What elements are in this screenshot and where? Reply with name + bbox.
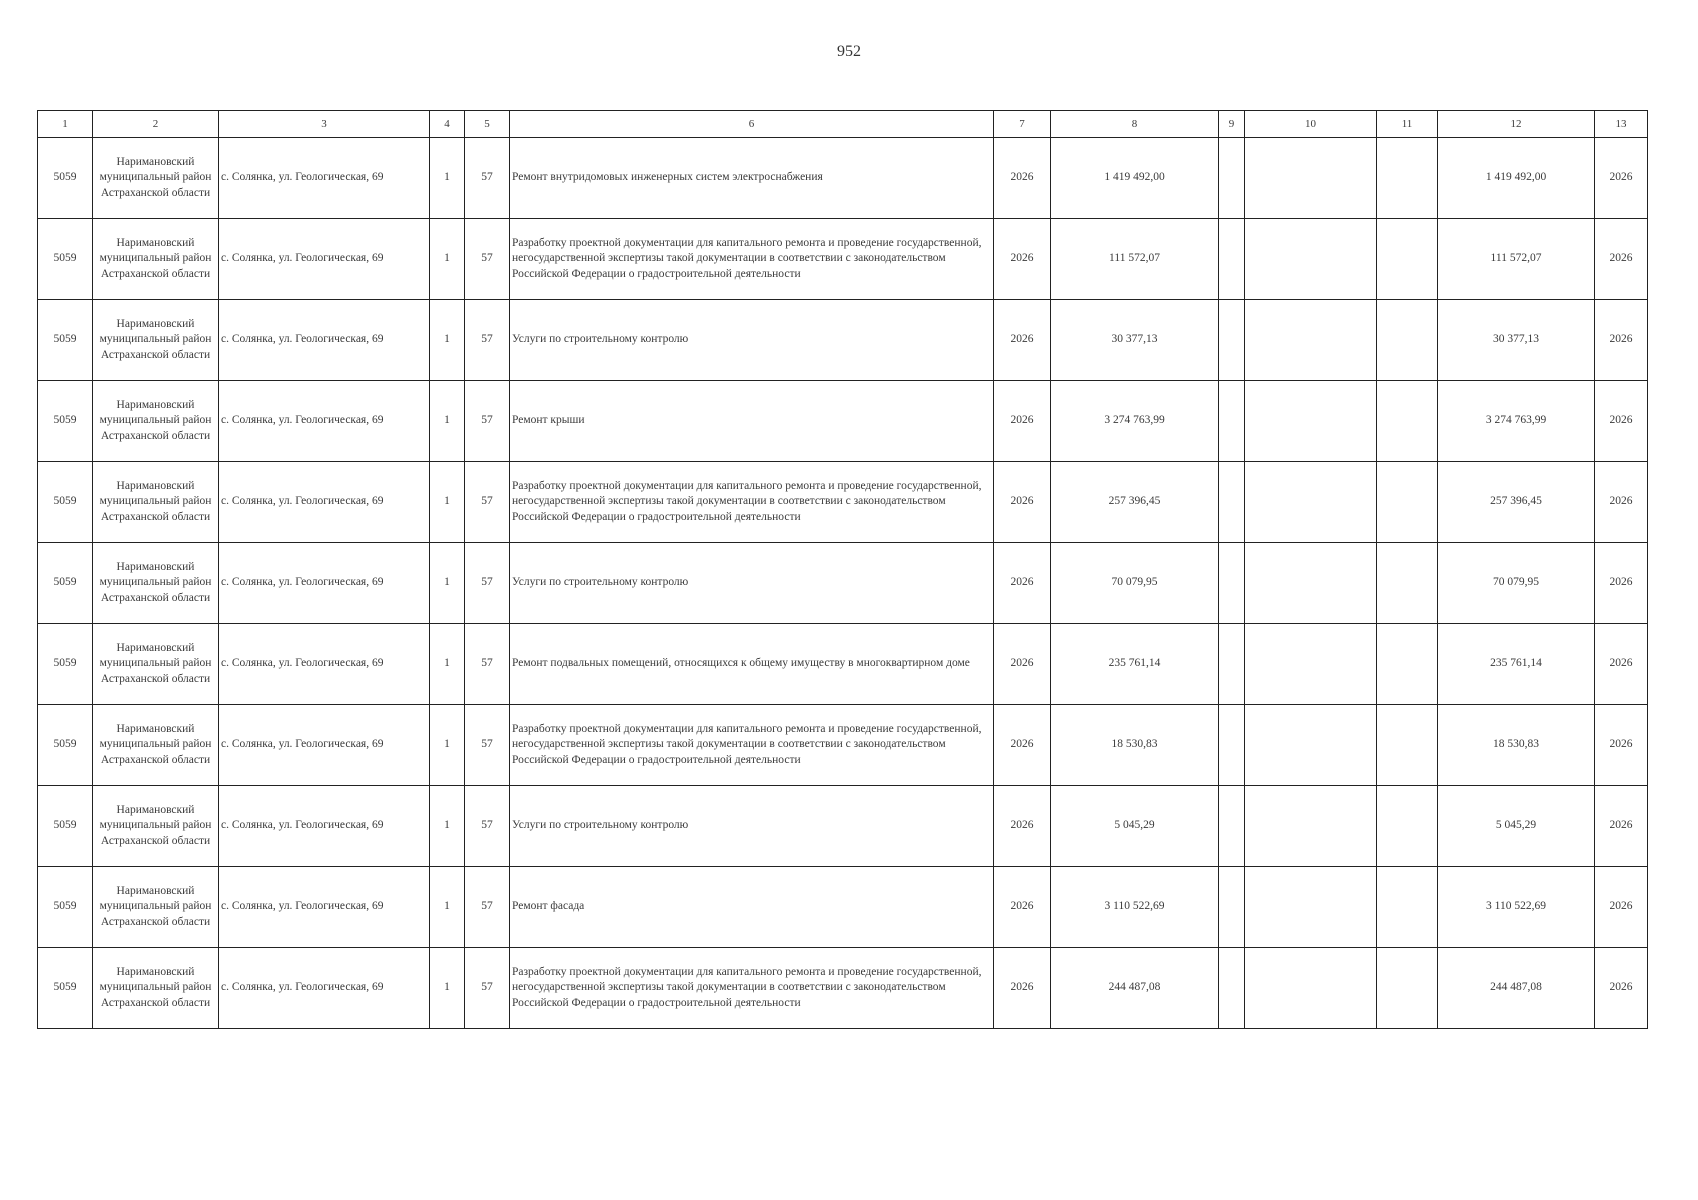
record-number-cell: 5059 bbox=[38, 219, 93, 300]
col9-cell bbox=[1219, 948, 1245, 1029]
address-cell: с. Солянка, ул. Геологическая, 69 bbox=[219, 300, 430, 381]
address-cell: с. Солянка, ул. Геологическая, 69 bbox=[219, 138, 430, 219]
municipality-cell: Наримановский муниципальный район Астраханской области bbox=[93, 624, 219, 705]
record-number-cell: 5059 bbox=[38, 624, 93, 705]
col10-cell bbox=[1245, 381, 1377, 462]
cost-total-cell: 235 761,14 bbox=[1051, 624, 1219, 705]
cost-total-cell: 5 045,29 bbox=[1051, 786, 1219, 867]
col11-cell bbox=[1377, 138, 1438, 219]
col9-cell bbox=[1219, 462, 1245, 543]
column-header-7: 7 bbox=[994, 111, 1051, 138]
address-cell: с. Солянка, ул. Геологическая, 69 bbox=[219, 462, 430, 543]
col11-cell bbox=[1377, 219, 1438, 300]
year-cell: 2026 bbox=[994, 219, 1051, 300]
address-cell: с. Солянка, ул. Геологическая, 69 bbox=[219, 705, 430, 786]
completion-year-cell: 2026 bbox=[1595, 543, 1648, 624]
col10-cell bbox=[1245, 300, 1377, 381]
municipality-cell: Наримановский муниципальный район Астраханской области bbox=[93, 219, 219, 300]
col10-cell bbox=[1245, 624, 1377, 705]
completion-year-cell: 2026 bbox=[1595, 867, 1648, 948]
cost-fund-cell: 111 572,07 bbox=[1438, 219, 1595, 300]
work-type-cell: Разработку проектной документации для капитального ремонта и проведение государственной, негосударственной экспертизы такой документации в соответствии с законодательством Российской Федерации о градостроительной деятельности bbox=[510, 219, 994, 300]
cost-fund-cell: 257 396,45 bbox=[1438, 462, 1595, 543]
table-row bbox=[38, 381, 1648, 462]
address-cell: с. Солянка, ул. Геологическая, 69 bbox=[219, 543, 430, 624]
table-row bbox=[38, 948, 1648, 1029]
cost-total-cell: 244 487,08 bbox=[1051, 948, 1219, 1029]
col11-cell bbox=[1377, 462, 1438, 543]
table-row bbox=[38, 705, 1648, 786]
table-row bbox=[38, 543, 1648, 624]
column-header-11: 11 bbox=[1377, 111, 1438, 138]
record-number-cell: 5059 bbox=[38, 948, 93, 1029]
work-type-cell: Ремонт внутридомовых инженерных систем электроснабжения bbox=[510, 138, 994, 219]
address-cell: с. Солянка, ул. Геологическая, 69 bbox=[219, 786, 430, 867]
work-type-cell: Разработку проектной документации для капитального ремонта и проведение государственной, негосударственной экспертизы такой документации в соответствии с законодательством Российской Федерации о градостроительной деятельности bbox=[510, 948, 994, 1029]
column-header-4: 4 bbox=[430, 111, 465, 138]
col11-cell bbox=[1377, 543, 1438, 624]
year-cell: 2026 bbox=[994, 300, 1051, 381]
column-header-1: 1 bbox=[38, 111, 93, 138]
col4-cell: 1 bbox=[430, 705, 465, 786]
municipality-cell: Наримановский муниципальный район Астраханской области bbox=[93, 705, 219, 786]
column-number-row bbox=[38, 111, 1648, 138]
col4-cell: 1 bbox=[430, 624, 465, 705]
year-cell: 2026 bbox=[994, 543, 1051, 624]
col10-cell bbox=[1245, 705, 1377, 786]
col5-cell: 57 bbox=[465, 138, 510, 219]
col9-cell bbox=[1219, 138, 1245, 219]
year-cell: 2026 bbox=[994, 462, 1051, 543]
col4-cell: 1 bbox=[430, 786, 465, 867]
completion-year-cell: 2026 bbox=[1595, 786, 1648, 867]
cost-total-cell: 1 419 492,00 bbox=[1051, 138, 1219, 219]
cost-total-cell: 3 274 763,99 bbox=[1051, 381, 1219, 462]
address-cell: с. Солянка, ул. Геологическая, 69 bbox=[219, 381, 430, 462]
cost-fund-cell: 235 761,14 bbox=[1438, 624, 1595, 705]
record-number-cell: 5059 bbox=[38, 381, 93, 462]
completion-year-cell: 2026 bbox=[1595, 138, 1648, 219]
cost-fund-cell: 3 110 522,69 bbox=[1438, 867, 1595, 948]
col5-cell: 57 bbox=[465, 381, 510, 462]
column-header-3: 3 bbox=[219, 111, 430, 138]
column-header-2: 2 bbox=[93, 111, 219, 138]
address-cell: с. Солянка, ул. Геологическая, 69 bbox=[219, 867, 430, 948]
col11-cell bbox=[1377, 624, 1438, 705]
address-cell: с. Солянка, ул. Геологическая, 69 bbox=[219, 948, 430, 1029]
work-type-cell: Разработку проектной документации для капитального ремонта и проведение государственной, негосударственной экспертизы такой документации в соответствии с законодательством Российской Федерации о градостроительной деятельности bbox=[510, 462, 994, 543]
completion-year-cell: 2026 bbox=[1595, 300, 1648, 381]
column-header-10: 10 bbox=[1245, 111, 1377, 138]
col4-cell: 1 bbox=[430, 300, 465, 381]
col5-cell: 57 bbox=[465, 462, 510, 543]
completion-year-cell: 2026 bbox=[1595, 381, 1648, 462]
cost-total-cell: 70 079,95 bbox=[1051, 543, 1219, 624]
col5-cell: 57 bbox=[465, 705, 510, 786]
municipality-cell: Наримановский муниципальный район Астраханской области bbox=[93, 138, 219, 219]
col10-cell bbox=[1245, 462, 1377, 543]
col10-cell bbox=[1245, 219, 1377, 300]
capital-repair-table bbox=[37, 110, 1648, 1029]
work-type-cell: Услуги по строительному контролю bbox=[510, 300, 994, 381]
municipality-cell: Наримановский муниципальный район Астраханской области bbox=[93, 786, 219, 867]
year-cell: 2026 bbox=[994, 867, 1051, 948]
cost-fund-cell: 3 274 763,99 bbox=[1438, 381, 1595, 462]
col9-cell bbox=[1219, 786, 1245, 867]
municipality-cell: Наримановский муниципальный район Астраханской области bbox=[93, 300, 219, 381]
col4-cell: 1 bbox=[430, 948, 465, 1029]
table-row bbox=[38, 219, 1648, 300]
address-cell: с. Солянка, ул. Геологическая, 69 bbox=[219, 624, 430, 705]
col4-cell: 1 bbox=[430, 138, 465, 219]
cost-total-cell: 111 572,07 bbox=[1051, 219, 1219, 300]
work-type-cell: Ремонт подвальных помещений, относящихся к общему имуществу в многоквартирном доме bbox=[510, 624, 994, 705]
cost-total-cell: 257 396,45 bbox=[1051, 462, 1219, 543]
col4-cell: 1 bbox=[430, 219, 465, 300]
work-type-cell: Разработку проектной документации для капитального ремонта и проведение государственной, негосударственной экспертизы такой документации в соответствии с законодательством Российской Федерации о градостроительной деятельности bbox=[510, 705, 994, 786]
work-type-cell: Ремонт крыши bbox=[510, 381, 994, 462]
col9-cell bbox=[1219, 624, 1245, 705]
col11-cell bbox=[1377, 867, 1438, 948]
year-cell: 2026 bbox=[994, 705, 1051, 786]
table-row bbox=[38, 786, 1648, 867]
table-row bbox=[38, 138, 1648, 219]
year-cell: 2026 bbox=[994, 786, 1051, 867]
record-number-cell: 5059 bbox=[38, 786, 93, 867]
column-header-8: 8 bbox=[1051, 111, 1219, 138]
col5-cell: 57 bbox=[465, 543, 510, 624]
column-header-13: 13 bbox=[1595, 111, 1648, 138]
col9-cell bbox=[1219, 543, 1245, 624]
column-header-9: 9 bbox=[1219, 111, 1245, 138]
col11-cell bbox=[1377, 705, 1438, 786]
table-row bbox=[38, 867, 1648, 948]
col11-cell bbox=[1377, 381, 1438, 462]
col5-cell: 57 bbox=[465, 948, 510, 1029]
municipality-cell: Наримановский муниципальный район Астраханской области bbox=[93, 543, 219, 624]
record-number-cell: 5059 bbox=[38, 867, 93, 948]
table-row bbox=[38, 462, 1648, 543]
municipality-cell: Наримановский муниципальный район Астраханской области bbox=[93, 948, 219, 1029]
cost-total-cell: 30 377,13 bbox=[1051, 300, 1219, 381]
col9-cell bbox=[1219, 867, 1245, 948]
work-type-cell: Услуги по строительному контролю bbox=[510, 786, 994, 867]
col9-cell bbox=[1219, 300, 1245, 381]
col4-cell: 1 bbox=[430, 867, 465, 948]
col9-cell bbox=[1219, 381, 1245, 462]
col5-cell: 57 bbox=[465, 867, 510, 948]
completion-year-cell: 2026 bbox=[1595, 219, 1648, 300]
cost-fund-cell: 244 487,08 bbox=[1438, 948, 1595, 1029]
table-body bbox=[38, 138, 1648, 1029]
year-cell: 2026 bbox=[994, 138, 1051, 219]
table-row bbox=[38, 624, 1648, 705]
column-header-6: 6 bbox=[510, 111, 994, 138]
record-number-cell: 5059 bbox=[38, 543, 93, 624]
col10-cell bbox=[1245, 867, 1377, 948]
cost-fund-cell: 30 377,13 bbox=[1438, 300, 1595, 381]
record-number-cell: 5059 bbox=[38, 300, 93, 381]
year-cell: 2026 bbox=[994, 381, 1051, 462]
page-number: 952 bbox=[837, 43, 861, 60]
col10-cell bbox=[1245, 138, 1377, 219]
col11-cell bbox=[1377, 300, 1438, 381]
cost-fund-cell: 70 079,95 bbox=[1438, 543, 1595, 624]
record-number-cell: 5059 bbox=[38, 462, 93, 543]
address-cell: с. Солянка, ул. Геологическая, 69 bbox=[219, 219, 430, 300]
completion-year-cell: 2026 bbox=[1595, 624, 1648, 705]
col11-cell bbox=[1377, 786, 1438, 867]
year-cell: 2026 bbox=[994, 624, 1051, 705]
cost-fund-cell: 1 419 492,00 bbox=[1438, 138, 1595, 219]
col4-cell: 1 bbox=[430, 381, 465, 462]
record-number-cell: 5059 bbox=[38, 705, 93, 786]
col5-cell: 57 bbox=[465, 624, 510, 705]
col5-cell: 57 bbox=[465, 300, 510, 381]
completion-year-cell: 2026 bbox=[1595, 705, 1648, 786]
year-cell: 2026 bbox=[994, 948, 1051, 1029]
work-type-cell: Услуги по строительному контролю bbox=[510, 543, 994, 624]
col5-cell: 57 bbox=[465, 219, 510, 300]
cost-fund-cell: 18 530,83 bbox=[1438, 705, 1595, 786]
col10-cell bbox=[1245, 948, 1377, 1029]
municipality-cell: Наримановский муниципальный район Астраханской области bbox=[93, 381, 219, 462]
column-header-5: 5 bbox=[465, 111, 510, 138]
cost-fund-cell: 5 045,29 bbox=[1438, 786, 1595, 867]
column-header-12: 12 bbox=[1438, 111, 1595, 138]
col4-cell: 1 bbox=[430, 462, 465, 543]
record-number-cell: 5059 bbox=[38, 138, 93, 219]
municipality-cell: Наримановский муниципальный район Астраханской области bbox=[93, 462, 219, 543]
col9-cell bbox=[1219, 219, 1245, 300]
col11-cell bbox=[1377, 948, 1438, 1029]
col9-cell bbox=[1219, 705, 1245, 786]
cost-total-cell: 3 110 522,69 bbox=[1051, 867, 1219, 948]
table-row bbox=[38, 300, 1648, 381]
completion-year-cell: 2026 bbox=[1595, 948, 1648, 1029]
municipality-cell: Наримановский муниципальный район Астраханской области bbox=[93, 867, 219, 948]
completion-year-cell: 2026 bbox=[1595, 462, 1648, 543]
cost-total-cell: 18 530,83 bbox=[1051, 705, 1219, 786]
col10-cell bbox=[1245, 786, 1377, 867]
work-type-cell: Ремонт фасада bbox=[510, 867, 994, 948]
col10-cell bbox=[1245, 543, 1377, 624]
col4-cell: 1 bbox=[430, 543, 465, 624]
col5-cell: 57 bbox=[465, 786, 510, 867]
